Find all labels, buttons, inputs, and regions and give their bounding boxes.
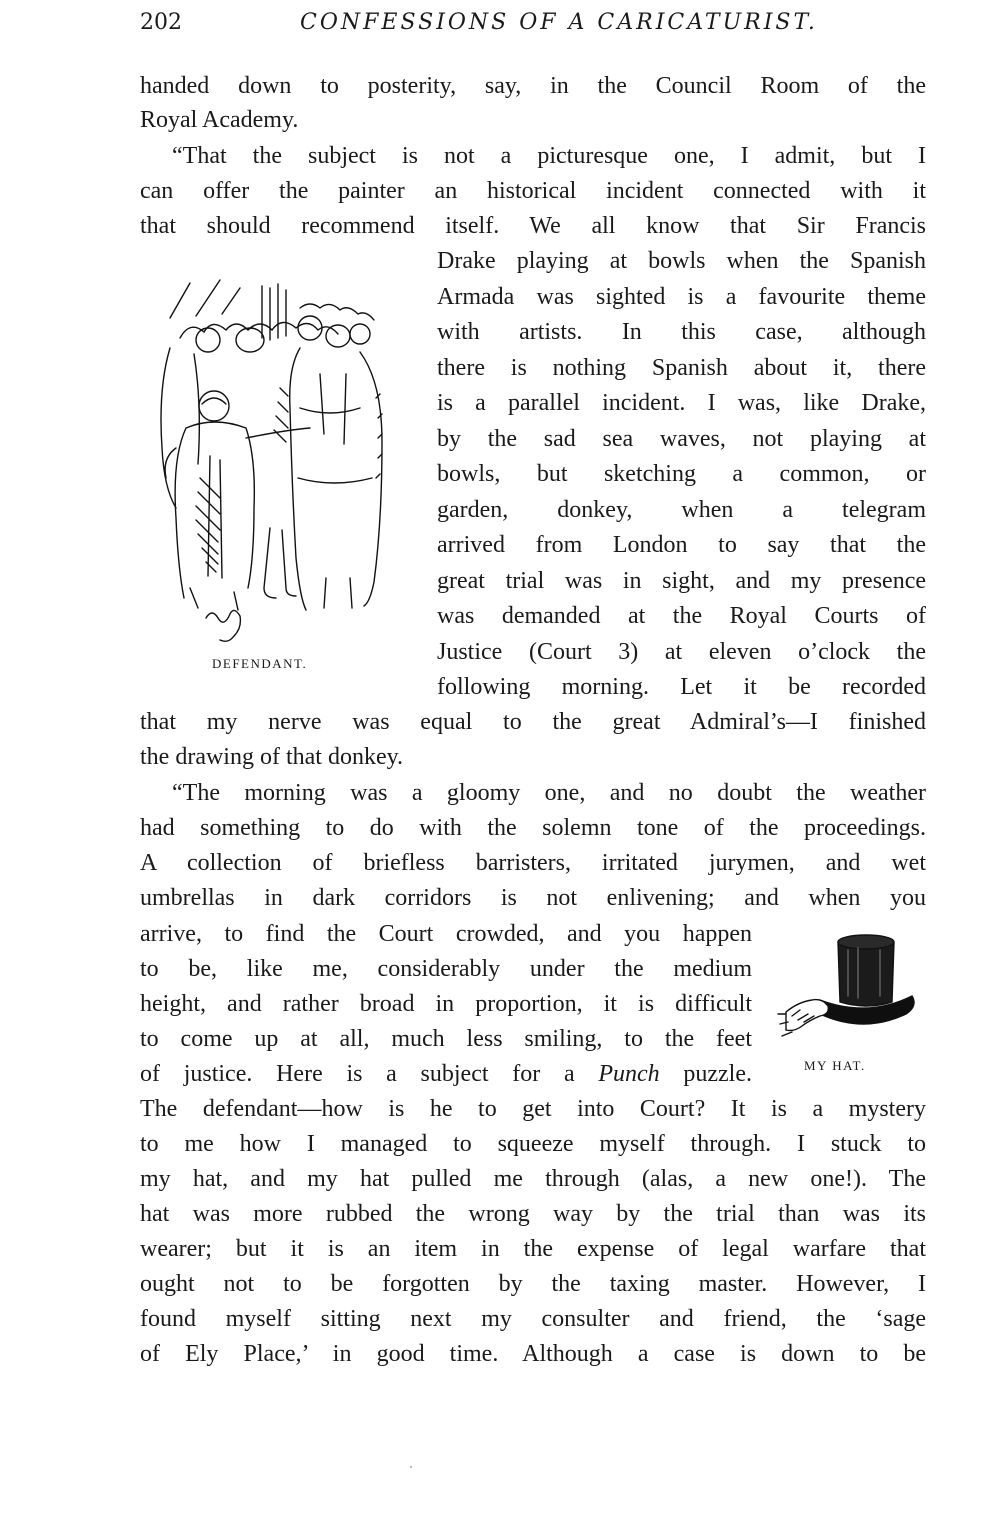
page-number: 202 [140,10,182,35]
text-line: garden, donkey, when a telegram [437,497,926,523]
text-line: with artists. In this case, although [437,319,926,345]
text-line: to be, like me, considerably under the medium [140,956,752,982]
text-line: arrive, to find the Court crowded, and you happen [140,921,752,947]
text-line: hat was more rubbed the wrong way by the trial than was its [140,1201,926,1227]
running-title: CONFESSIONS OF A CARICATURIST. [300,10,818,35]
page-speck [410,1466,412,1468]
text-line: ought not to be forgotten by the taxing master. However, I [140,1271,926,1297]
text-line: had something to do with the solemn tone of the proceedings. [140,815,926,841]
text-line: there is nothing Spanish about it, there [437,355,926,381]
text-line: Drake playing at bowls when the Spanish [437,248,926,274]
text-line: to me how I managed to squeeze myself through. I stuck to [140,1131,926,1157]
text-line: my hat, and my hat pulled me through (alas, a new one!). The [140,1166,926,1192]
punch-line: of justice. Here is a subject for a Punch puzzle. [140,1061,753,1087]
text-line: Justice (Court 3) at eleven o’clock the [437,639,926,665]
text-line: that my nerve was equal to the great Admiral’s—I finished [140,709,926,735]
running-head [140,10,926,42]
text-line: “That the subject is not a picturesque one, I admit, but I [172,143,926,169]
text-line: A collection of briefless barristers, irritated jurymen, and wet [140,850,926,876]
defendant-illustration [150,278,400,650]
text-line: bowls, but sketching a common, or [437,461,926,487]
text-line: can offer the painter an historical incident connected with it [140,178,926,204]
text-line: great trial was in sight, and my presence [437,568,926,594]
defendant-caption: DEFENDANT. [212,656,308,671]
text-line: “The morning was a gloomy one, and no doubt the weather [172,780,926,806]
text-line: is a parallel incident. I was, like Drake, [437,390,926,416]
text-line: found myself sitting next my consulter and friend, the ‘sage [140,1306,926,1332]
text-line: umbrellas in dark corridors is not enlivening; and when you [140,885,926,911]
text-line: Armada was sighted is a favourite theme [437,284,926,310]
text-line: of Ely Place,’ in good time. Although a case is down to be [140,1341,926,1367]
punch-italic: Punch [598,1061,660,1087]
text-line: the drawing of that donkey. [140,744,404,770]
text-line: arrived from London to say that the [437,532,926,558]
text-line: wearer; but it is an item in the expense of legal warfare that [140,1236,926,1262]
text-line: handed down to posterity, say, in the Council Room of the [140,73,926,99]
text-line: was demanded at the Royal Courts of [437,603,926,629]
text-line: Royal Academy. [140,107,299,133]
hat-illustration [776,930,916,1048]
text-line: height, and rather broad in proportion, it is difficult [140,991,752,1017]
text-line: to come up at all, much less smiling, to the feet [140,1026,752,1052]
text-line: The defendant—how is he to get into Court? It is a mystery [140,1096,926,1122]
hat-caption: MY HAT. [804,1058,866,1073]
text-line: following morning. Let it be recorded [437,674,926,700]
text-line: that should recommend itself. We all know that Sir Francis [140,213,926,239]
text-line: by the sad sea waves, not playing at [437,426,926,452]
